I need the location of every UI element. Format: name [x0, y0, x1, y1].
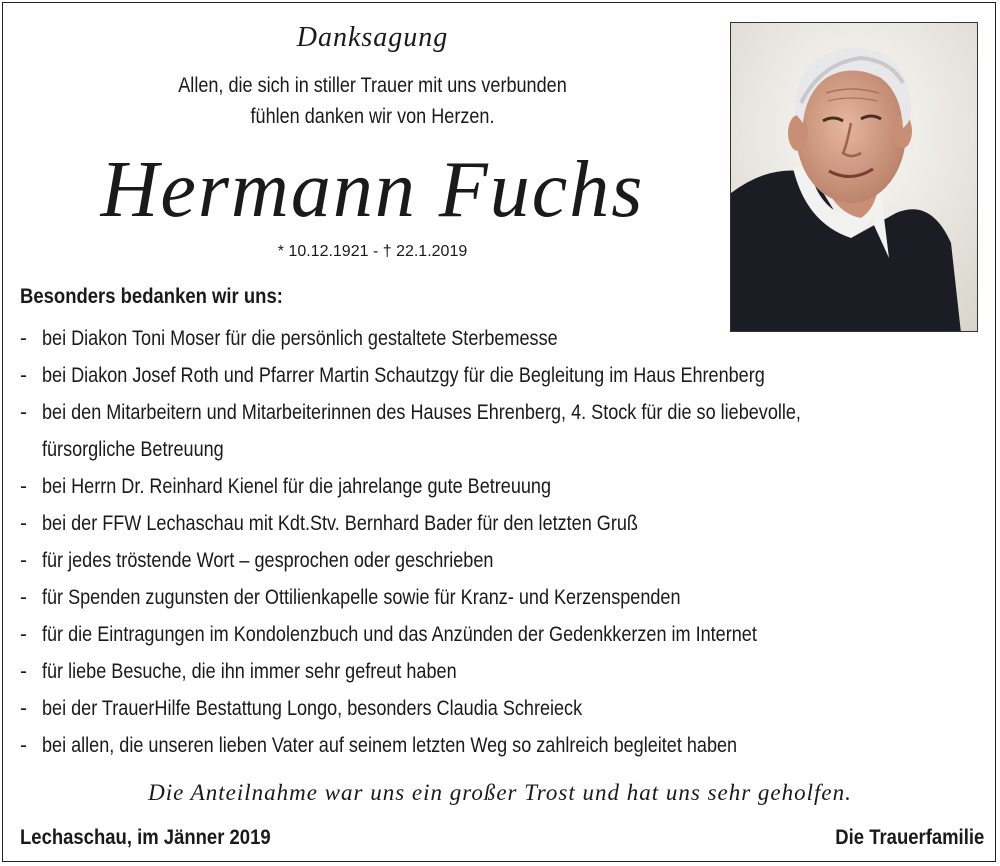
- deceased-name: Hermann Fuchs: [100, 146, 645, 234]
- list-item-text: bei Diakon Josef Roth und Pfarrer Martin Schautzgy für die Begleitung im Haus Ehrenberg: [42, 364, 765, 387]
- list-item: [20, 579, 860, 616]
- intro-line-1: Allen, die sich in stiller Trauer mit uns verbunden: [178, 74, 567, 97]
- intro-line-2: fühlen danken wir von Herzen.: [250, 105, 495, 128]
- closing-sentence: Die Anteilnahme war uns ein großer Trost und hat uns sehr geholfen.: [148, 780, 852, 805]
- thanks-subtitle: Besonders bedanken wir uns:: [20, 285, 283, 308]
- list-dash: -: [20, 364, 27, 387]
- list-item-text: bei Diakon Toni Moser für die persönlich gestaltete Sterbemesse: [42, 327, 558, 350]
- list-item-text: bei Herrn Dr. Reinhard Kienel für die jahrelange gute Betreuung: [42, 475, 552, 498]
- list-item: [20, 653, 860, 690]
- list-item-text: bei den Mitarbeitern und Mitarbeiterinnen des Hauses Ehrenberg, 4. Stock für die so liebevolle, fürsorgliche Betreuung: [42, 401, 801, 461]
- footer-signature: Die Trauerfamilie: [835, 826, 984, 849]
- list-dash: -: [20, 475, 27, 498]
- list-item: [20, 690, 860, 727]
- list-item-text: für jedes tröstende Wort – gesprochen oder geschrieben: [42, 549, 494, 572]
- list-item: [20, 394, 860, 468]
- list-item: [20, 357, 860, 394]
- portrait-photo: [730, 22, 978, 332]
- list-item: [20, 468, 860, 505]
- list-dash: -: [20, 623, 27, 646]
- list-item: [20, 727, 860, 764]
- list-item-text: für Spenden zugunsten der Ottilienkapelle sowie für Kranz- und Kerzenspenden: [42, 586, 681, 609]
- portrait-icon: [731, 23, 978, 332]
- list-dash: -: [20, 327, 27, 350]
- list-dash: -: [20, 734, 27, 757]
- list-item-text: bei der TrauerHilfe Bestattung Longo, besonders Claudia Schreieck: [42, 697, 583, 720]
- list-dash: -: [20, 697, 27, 720]
- thanks-list: [20, 320, 860, 764]
- footer-place-date: Lechaschau, im Jänner 2019: [20, 826, 271, 849]
- list-dash: -: [20, 660, 27, 683]
- list-item: [20, 320, 860, 357]
- intro-text: [69, 70, 675, 132]
- list-dash: -: [20, 549, 27, 572]
- list-item: [20, 505, 860, 542]
- list-dash: -: [20, 401, 27, 424]
- list-item-text: bei der FFW Lechaschau mit Kdt.Stv. Bernhard Bader für den letzten Gruß: [42, 512, 638, 535]
- list-item-text: für die Eintragungen im Kondolenzbuch und das Anzünden der Gedenkkerzen im Internet: [42, 623, 757, 646]
- list-item: [20, 542, 860, 579]
- list-item: [20, 616, 860, 653]
- heading-danksagung: Danksagung: [296, 22, 449, 53]
- list-dash: -: [20, 512, 27, 535]
- list-item-text: für liebe Besuche, die ihn immer sehr gefreut haben: [42, 660, 457, 683]
- life-dates: * 10.12.1921 - † 22.1.2019: [277, 243, 468, 260]
- list-item-text: bei allen, die unseren lieben Vater auf seinem letzten Weg so zahlreich begleitet haben: [42, 734, 738, 757]
- list-dash: -: [20, 586, 27, 609]
